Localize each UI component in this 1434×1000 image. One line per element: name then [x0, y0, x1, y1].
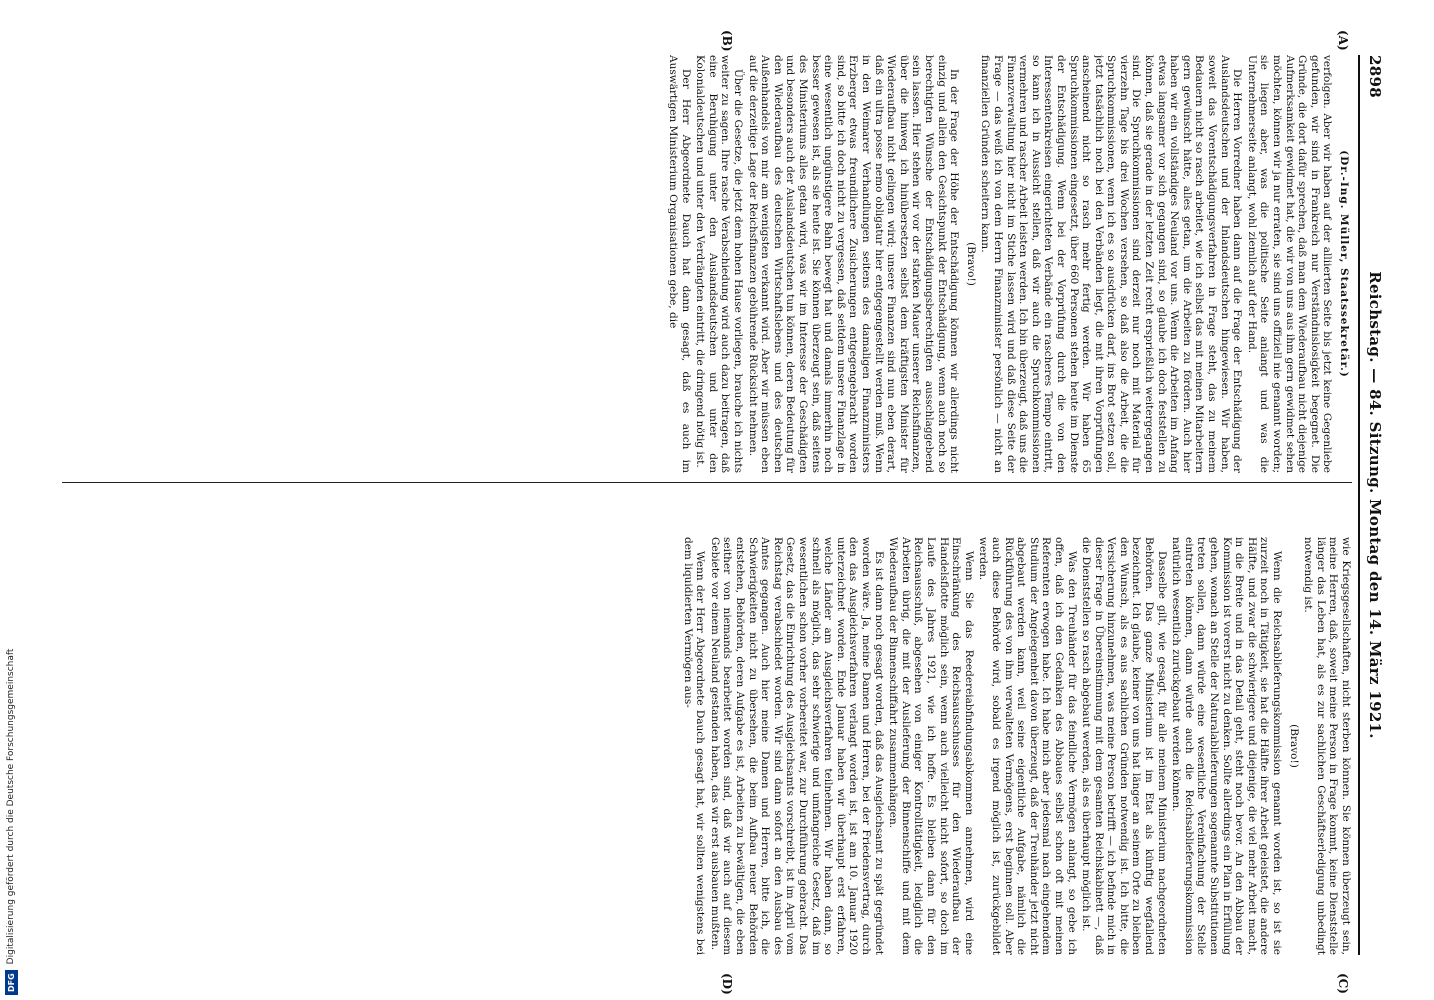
right-column [52, 537, 1352, 955]
applause-note: (Bravo!) [964, 242, 977, 286]
margin-mark-b: (B) [720, 30, 734, 52]
digitization-text: Digitalisierung gefördert durch die Deutsche Forschungsgemeinschaft [6, 648, 16, 965]
digitization-note [4, 575, 18, 995]
paragraph: Es ist dann noch gesagt worden, daß das Ausgleichsamt zu spät gegründet worden wäre. Ja, meine Damen und Herren, bei der Friedensvertrag, durch den das Ausgleichsverfahren verlangt worden ist, ist am 10. Januar 1920 unterzeichnet worden. Ende Januar haben wir überhaupt erst erfahren, welche Länder am Ausgleichsverfahren teilnehmen. Wir haben dann, so schnell als möglich, das sehr schwierige und umfangreiche Gesetz, daß im wesentlichen schon vorher vorbereitet war, zur Durchführung gebracht. Das Gesetz, das die Einrichtung des Ausgleichsamts vorschreibt, ist im April vom Reichstag verabschiedet worden. Wir sind dann sofort an den Ausbau des Amtes gegangen. Auch hier meine Damen und Herren, bitte ich, die Schwierigkeiten nicht zu übersehen, die beim Aufbau neuer Behörden entstehen, Behörden, deren Aufgabe es ist, Arbeiten zu bewältigen, die eben seither von niemands bearbeitet worden sind, daß wir auch auf diesem Gebiete vor einem Neuland gestanden haben, das wir erst ausbauen mußten. [708, 537, 885, 955]
margin-mark-c: (C) [1336, 973, 1350, 994]
paragraph: Die Herren Vorredner haben dann auf die Frage der Entschädigung der Auslandsdeutschen und der Inlandsdeutschen hingewiesen. Wir haben, soweit das Vorentschädigungsverfahren in Frage steht, das zu meinem Bedauern nicht so rasch arbeitet, wie ich selbst das mit meinen Mitarbeitern gern gewünscht hätte, alles getan, um die Arbeiten zu fördern. Auch hier haben wir ein vollständiges Neuland vor uns. Wenn die Arbeiten im Anfang etwas langsamer vor sich gegangen sind, so glaube ich doch feststellen zu können, daß sie gerade in der letzten Zeit recht ersprießlich weitergegangen sind. Die Spruchkommissionen sind derzeit nur noch mit Material für vierzehn Tage bis drei Wochen versehen, so daß also die Arbeit, die die Spruchkommissionen, wenn ich es so ausdrücken darf, ins Brot setzen soll, jetzt tatsächlich noch bei den Verbänden liegt, die mit ihren Vorprüfungen anscheinend nicht so rasch mehr fertig werden. Wir haben 65 Spruchkommissionen eingesetzt, über 660 Personen stehen heute im Dienste der Entschädigung. Wenn bei der Vorprüfung durch die von den Interessentenkreisen eingerichteten Verbände ein rascheres Tempo eintritt, so kann ich in Aussicht stellen, daß wir auch die Spruchkommissionen vermehren und rascher Arbeit leisten werden. Ich bin überzeugt, daß uns die Finanzverwaltung hier nicht im Stiche lassen wird und daß diese Seite der Frage — das weiß ich von dem Herrn Finanzminister persönlich — nicht an finanziellen Gründen scheitern kann. [979, 55, 1244, 473]
left-column [52, 55, 1352, 473]
page-title: Reichstag. — 84. Sitzung. Montag den 14. März 1921. [1366, 271, 1384, 739]
paragraph: verfolgen. Aber wir haben auf der alliierten Seite bis jetzt keine Gegenliebe gefunden, wir sind in Frankreich nur Verständnislosigkeit begegnet. Die Gründe, die dort dafür sprechen, daß man dem Wiederaufbau nicht diejenige Aufmerksamkeit gewidmet hat, die wir von uns aus ihm gern gewidmet sehen möchten, können wir ja nur erraten, sie sind uns offiziell nie genannt worden; sie liegen aber, was die politische Seite anlangt und was die Unternehmerseite anlangt, wohl ziemlich auf der Hand. [1245, 55, 1334, 473]
header-rule [1358, 55, 1360, 955]
applause-note: (Bravo!) [1287, 724, 1300, 768]
speaker-line: (Dr.-Ing. Müller, Staatssekretär.) [1338, 150, 1350, 378]
column-divider [62, 482, 1352, 483]
dfg-logo: DFG [5, 970, 18, 995]
page-header [1362, 55, 1386, 955]
paragraph: Über die Gesetze, die jetzt dem hohen Hause vorliegen, brauche ich nichts weiter zu sagen. Ihre rasche Verabschiedung wird auch dazu beitragen, daß eine Beruhigung unter den Auslandsdeutschen und unter den Kolonialdeutschen und unter den Verdrängten eintritt, die dringend nötig ist. [694, 55, 745, 473]
paragraph: Der Herr Abgeordnete Dauch hat dann gesagt, daß es auch im Auswärtigen Ministerium Organisationen gebe, die [667, 55, 692, 473]
paragraph: Wenn die Reichsablieferungskommission genannt worden ist, so ist sie zurzeit noch in Tätigkeit, sie hat die Hälfte ihrer Arbeit geleistet, die andere Hälfte, und zwar die schwierigere und diejenige, die viel mehr Arbeit macht, in die Breite und in das Detail geht, steht noch bevor. An den Abbau der Kommission ist vorerst nicht zu denken. Sollte allerdings ein Plan in Erfüllung gehen, wonach an Stelle der Naturalablieferungen sogenannte Substitutionen treten sollen, dann würde eine wesentliche Vereinfachung der Stelle eintreten können, dann würde auch die Reichsablieferungskommission natürlich wesentlich zurückgebaut werden können. [1170, 537, 1284, 955]
paragraph: wie Kriegsgesellschaften, nicht sterben können. Sie können überzeugt sein, meine Herren, daß, soweit meine Person in Frage kommt, keine Dienststelle länger das Leben hat, als es zur sachlichen Geschäftserledigung unbedingt notwendig ist. [1302, 537, 1352, 955]
paragraph: Was den Treuhänder für das feindliche Vermögen anlangt, so gebe ich offen, daß ich den Gedanken des Abbaues selbst schon oft mit meinen Referenten erwogen habe. Ich habe mich aber jedesmal nach eingehendem Studium der Angelegenheit davon überzeugt, daß der Treuhänder jetzt nicht abgebaut werden kann, weil seine eigentliche Aufgabe, nämlich die Rückführung des von ihm verwalteten Vermögens, erst beginnen soll. Aber auch diese Behörde wird, sobald es irgend möglich ist, zurückgebildet werden. [977, 537, 1078, 955]
paragraph: Wenn Sie das Reedereiabfindungsabkommen annehmen, wird eine Einschränkung des Reichsausschusses für den Wiederaufbau der Handelsflotte möglich sein, wenn auch vielleicht nicht sofort, so doch im Laufe des Jahres 1921, wie ich hoffe. Es bleiben dann für den Reichsausschuß, abgesehen von einiger Kontrolltätigkeit, lediglich die Arbeiten übrig, die mit der Auslieferung der Binnenschiffe und mit dem Wiederaufbau der Binnenschiffahrt zusammenhängen. [887, 537, 975, 955]
page-number: 2898 [1366, 55, 1384, 98]
paragraph: In der Frage der Höhe der Entschädigung können wir allerdings nicht einzig und allein den Gesichtspunkt der Entschädigung, wenn auch noch so berechtigten Wünsche der Entschädigungsberechtigten ausschlaggebend sein lassen. Hier stehen wir vor der starken Mauer unserer Reichsfinanzen, über die hinweg ich hinübersetzen selbst dem kräftigsten Minister für Wiederaufbau nicht gelingen wird; unsere Finanzen sind nun eben derart, daß ein ultra posse nemo obligatur hier entgegengestellt werden muß. Wenn in den Weimarer Verhandlungen seitens des damaligen Finanzministers Erzberger etwas freundlichere Zusicherungen entgegengebracht worden sind, so bitte ich doch nicht zu vergessen, daß seitdem unsere Finanzlage in eine wesentlich ungünstigere Bahn bewegt hat und damals immerhin noch besser gewesen ist, als sie heute ist. Sie können überzeugt sein, daß seitens des Ministeriums alles getan wird, was wir im Interesse der Geschädigten und besonders auch der Auslandsdeutschen tun können, deren Bedeutung für den Wiederaufbau des deutschen Wirtschaftslebens und des deutschen Außenhandels von mir am wenigsten verkannt wird. Aber wir müssen eben auf die derzeitige Lage der Reichsfinanzen gebührende Rücksicht nehmen. [746, 55, 961, 473]
paragraph: Wenn der Herr Abgeordnete Dauch gesagt hat, wir sollten wenigstens bei dem liquidierten Vermögen aus- [681, 537, 707, 955]
margin-mark-a: (A) [1336, 30, 1350, 51]
margin-mark-d: (D) [720, 973, 734, 995]
paragraph: Dasselbe gilt, wie gesagt, für alle meinem Ministerium nachgeordneten Behörden. Das ganze Ministerium ist im Etat als künftig wegfallend bezeichnet. Ich glaube, keiner von uns hat länger an seinem Orte zu bleiben den Wunsch, als es aus sachlichen Gründen notwendig ist. Ich bitte, die Versicherung hinzunehmen, was meine Person betrifft — ich befinde mich in dieser Frage in Übereinstimmung mit dem gesamten Reichskabinett —, daß die Dienststellen so rasch abgebaut werden, als es überhaupt möglich ist. [1080, 537, 1168, 955]
